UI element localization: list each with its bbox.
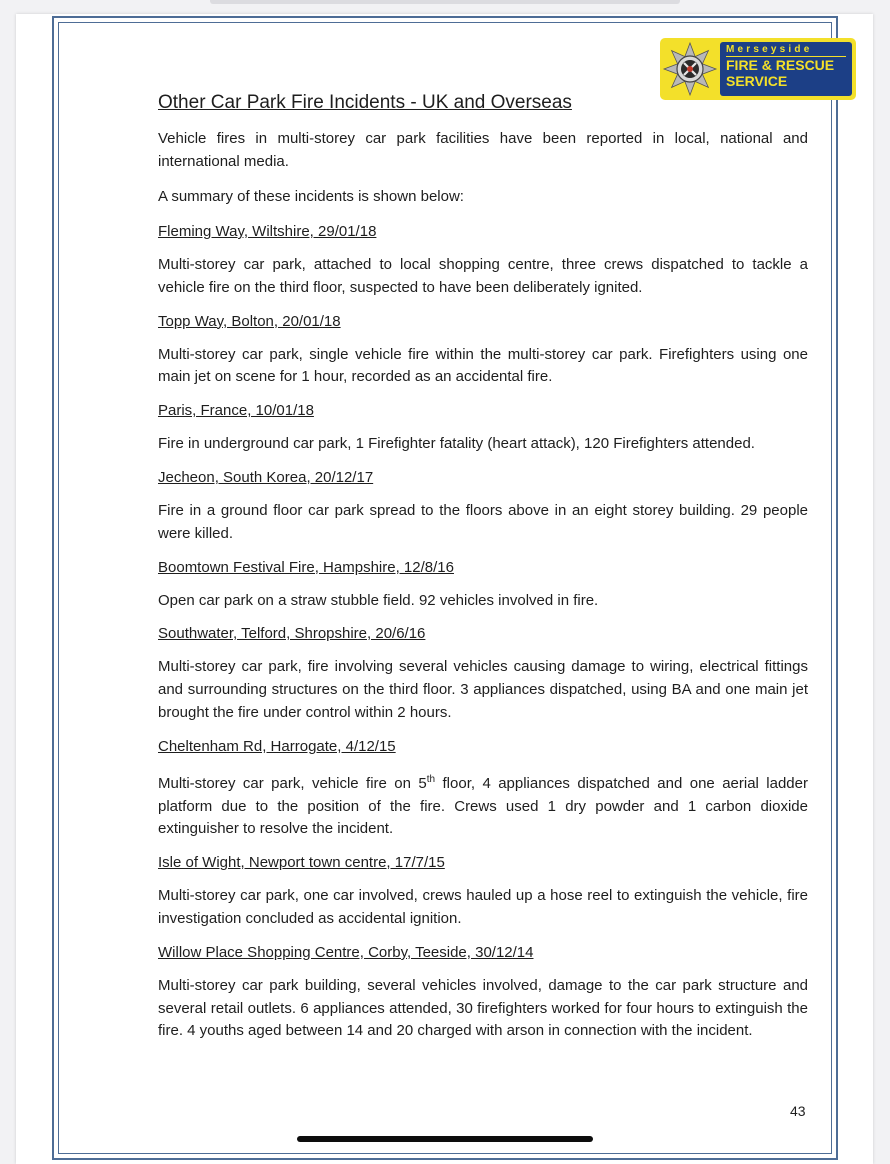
incident-item [158, 557, 808, 613]
incident-heading: Isle of Wight, Newport town centre, 17/7/15 [158, 854, 445, 872]
incident-description: Fire in a ground floor car park spread to the floors above in an eight storey building. 29 people were killed. [158, 501, 808, 542]
incident-text-after: floor, 4 appliances dispatched and one aerial ladder platform due to the position of the fire. Crews used 1 dry powder and 1 carbon dioxide extinguisher to resolve the incident. [158, 774, 808, 838]
incident-heading: Willow Place Shopping Centre, Corby, Teeside, 30/12/14 [158, 943, 534, 961]
incident-heading: Topp Way, Bolton, 20/01/18 [158, 312, 341, 330]
logo-org-top: Merseyside [726, 44, 846, 57]
incident-text-before: Multi-storey car park, vehicle fire on 5 [158, 774, 427, 792]
incident-description: Multi-storey car park building, several vehicles involved, damage to the car park structure and several retail outlets. 6 appliances attended, 30 firefighters worked for four hours to extinguish the fire. 4 youths aged between 14 and 20 charged with arson in connection with the incident. [158, 976, 808, 1040]
incident-heading: Paris, France, 10/01/18 [158, 402, 314, 420]
page-title: Other Car Park Fire Incidents - UK and Overseas [158, 92, 572, 113]
incident-heading: Southwater, Telford, Shropshire, 20/6/16 [158, 625, 426, 643]
incident-item [158, 852, 808, 931]
incident-description: Open car park on a straw stubble field. 92 vehicles involved in fire. [158, 591, 599, 609]
incident-item [158, 942, 808, 1043]
ordinal-superscript: th [426, 773, 436, 785]
logo-org-line2: SERVICE [726, 73, 788, 89]
page-number: 43 [790, 1103, 806, 1119]
incident-item [158, 467, 808, 546]
incident-item [158, 221, 808, 300]
incident-heading: Jecheon, South Korea, 20/12/17 [158, 468, 374, 486]
incident-item [158, 400, 808, 456]
fire-service-badge-icon [662, 41, 718, 97]
summary-line: A summary of these incidents is shown below: [158, 188, 464, 205]
page-border [52, 16, 838, 1160]
incident-heading: Cheltenham Rd, Harrogate, 4/12/15 [158, 737, 396, 755]
incident-item [158, 736, 808, 841]
home-indicator-bar[interactable] [297, 1136, 593, 1142]
merseyside-fire-rescue-logo [660, 38, 856, 100]
incident-description: Multi-storey car park, single vehicle fire within the multi-storey car park. Firefighters using one main jet on scene for 1 hour, recorded as an accidental fire. [158, 345, 808, 386]
incident-description: Multi-storey car park, fire involving several vehicles causing damage to wiring, electrical fittings and surrounding structures on the third floor. 3 appliances dispatched, using BA and one main jet brought the fire under control within 2 hours. [158, 658, 808, 721]
incident-item [158, 623, 808, 724]
incident-description: Fire in underground car park, 1 Firefighter fatality (heart attack), 120 Firefighters attended. [158, 435, 755, 453]
incident-description [158, 769, 808, 841]
incident-description: Multi-storey car park, attached to local shopping centre, three crews dispatched to tackle a vehicle fire on the third floor, suspected to have been deliberately ignited. [158, 256, 808, 296]
logo-text-panel [720, 42, 852, 96]
incident-heading: Fleming Way, Wiltshire, 29/01/18 [158, 223, 377, 240]
incident-item [158, 311, 808, 390]
logo-org-line1: FIRE & RESCUE [726, 57, 835, 73]
intro-paragraph: Vehicle fires in multi-storey car park facilities have been reported in local, national and international media. [158, 130, 808, 170]
incident-list [158, 221, 808, 1054]
incident-description: Multi-storey car park, one car involved, crews hauled up a hose reel to extinguish the vehicle, fire investigation concluded as accidental ignition. [158, 887, 808, 927]
incident-heading: Boomtown Festival Fire, Hampshire, 12/8/16 [158, 558, 454, 576]
document-page [16, 14, 873, 1164]
viewer-top-bar [210, 0, 680, 4]
